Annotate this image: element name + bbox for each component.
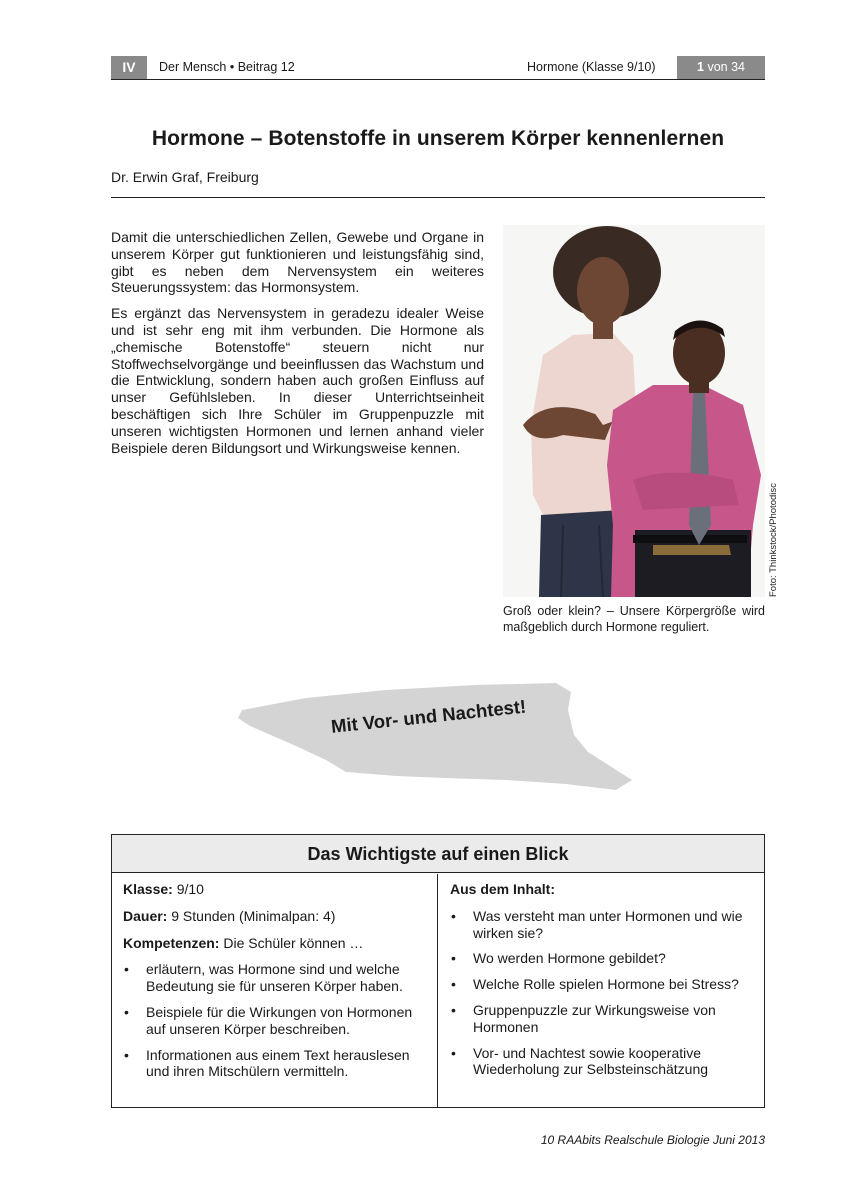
- dauer-label: Dauer:: [123, 907, 168, 924]
- overview-heading: Das Wichtigste auf einen Blick: [112, 835, 764, 873]
- page-indicator: [677, 56, 765, 79]
- banner-shape: [236, 680, 636, 798]
- series-label: Der Mensch • Beitrag 12: [159, 60, 295, 74]
- intro-text: [111, 229, 484, 465]
- banner-label: Mit Vor- und Nachtest!: [330, 695, 528, 737]
- page-footer: 10 RAAbits Realschule Biologie Juni 2013: [540, 1133, 765, 1147]
- list-item: • Beispiele für die Wirkungen von Hormonen auf unseren Körper beschreiben.: [123, 1004, 427, 1038]
- intro-paragraph-2: Es ergänzt das Nervensystem in geradezu idealer Weise und ist sehr eng mit ihm verbunden. Die Hormone als „chemische Botenstoffe“ steuern nicht nur Stoffwechselvorgänge und beeinflussen das Wachstum und die Entwicklung, sondern haben auch großen Einfluss auf unser Gefühlsleben. In dieser Unterrichtseinheit beschäftigen sich Ihre Schüler im Gruppenpuzzle mit unseren wichtigsten Hormonen und lernen anhand vieler Beispiele deren Bildungsort und Wirkungsweise kennen.: [111, 305, 484, 456]
- author: Dr. Erwin Graf, Freiburg: [111, 169, 259, 185]
- page-title: Hormone – Botenstoffe in unserem Körper kennenlernen: [151, 127, 725, 150]
- kompetenzen-label: Kompetenzen:: [123, 934, 220, 951]
- list-item: • Informationen aus einem Text herauslesen und ihren Mitschülern vermitteln.: [123, 1047, 427, 1081]
- list-item: • Was versteht man unter Hormonen und wie wirken sie?: [450, 908, 754, 942]
- page-current: 1: [697, 60, 704, 74]
- photo-illustration: [503, 225, 765, 597]
- photo: [503, 225, 765, 597]
- kompetenzen-list: [123, 961, 427, 1080]
- list-item: • Gruppenpuzzle zur Wirkungsweise von Hormonen: [450, 1002, 754, 1036]
- overview-left-column: [112, 874, 438, 1107]
- overview-right-column: [438, 874, 764, 1107]
- inhalt-list: [450, 908, 754, 1078]
- list-item: • erläutern, was Hormone sind und welche Bedeutung sie für unseren Körper haben.: [123, 961, 427, 995]
- overview-box: [111, 834, 765, 1108]
- photo-credit: Foto: Thinkstock/Photodisc: [768, 483, 779, 597]
- klasse-row: [123, 881, 427, 898]
- kompetenzen-value: Die Schüler können …: [223, 934, 364, 951]
- inhalt-label: Aus dem Inhalt:: [450, 881, 556, 897]
- list-item: • Vor- und Nachtest sowie kooperative Wiederholung zur Selbsteinschätzung: [450, 1045, 754, 1079]
- kompetenzen-row: [123, 935, 427, 952]
- divider: [111, 197, 765, 198]
- dauer-value: 9 Stunden (Minimalpan: 4): [171, 907, 336, 924]
- klasse-value: 9/10: [176, 881, 204, 897]
- klasse-label: Klasse:: [123, 881, 173, 897]
- page-total: von 34: [707, 60, 745, 74]
- section-badge: IV: [111, 56, 147, 79]
- list-item: • Welche Rolle spielen Hormone bei Stress?: [450, 976, 754, 993]
- page-header: [111, 56, 765, 80]
- intro-paragraph-1: Damit die unterschiedlichen Zellen, Gewebe und Organe in unserem Körper gut funktionieren und leistungsfähig sind, gibt es neben dem Nervensystem ein weiteres Steuerungssystem: das Hormonsystem.: [111, 229, 484, 296]
- topic-label: Hormone (Klasse 9/10): [527, 60, 656, 74]
- photo-caption: Groß oder klein? – Unsere Körpergröße wird maßgeblich durch Hormone reguliert.: [503, 604, 765, 634]
- list-item: • Wo werden Hormone gebildet?: [450, 950, 754, 967]
- dauer-row: [123, 908, 427, 925]
- inhalt-row: [450, 881, 754, 898]
